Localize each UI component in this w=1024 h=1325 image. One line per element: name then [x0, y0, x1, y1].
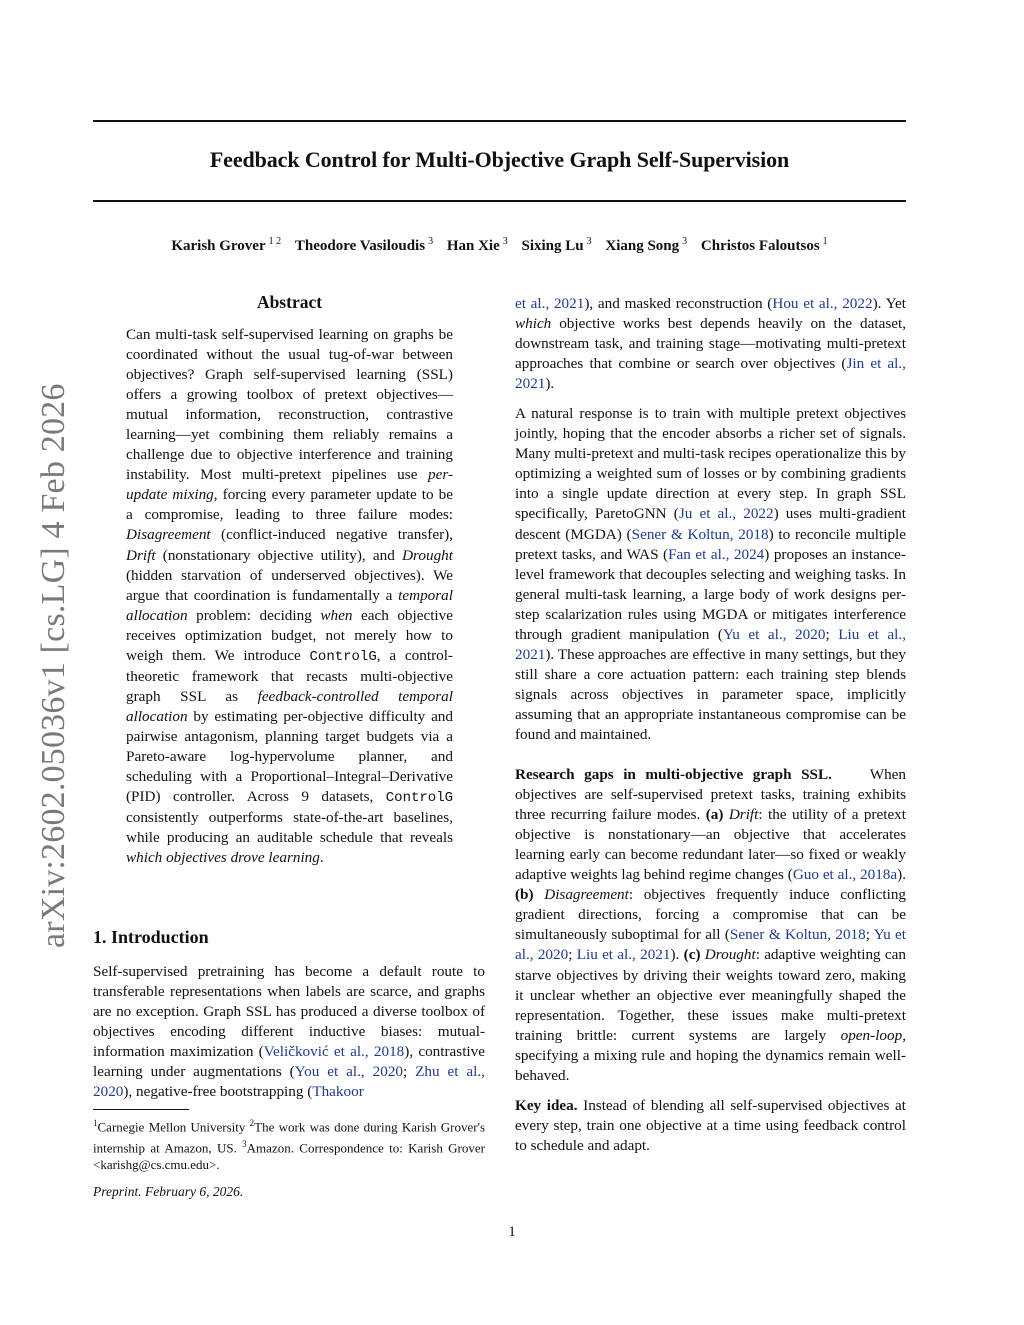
research-gaps-paragraph: Research gaps in multi-objective graph SSL. When objectives are self-supervised pretext tasks, training exhibits three recurring failure modes. (a) Drift: the utility of a pretext objective is nonstationary—an objective that accelerates learning early can become redundant later—so fixed or weakly adaptive weights lag behind regime changes (Guo et al., 2018a). (b) Disagreement: objectives frequently induce conflicting gradient directions, forcing a compromise that can be simultaneously suboptimal for all (Sener & Koltun, 2018; Yu et al., 2020; Liu et al., 2021). (c) Drought: adaptive weighting can starve objectives by driving their weights toward zero, making it unclear whether an objective ever meaningfully shaped the representation. Together, these issues make multi-pretext training brittle: current systems are largely open-loop, specifying a mixing rule and hoping the dynamics remain well-behaved.: [515, 766, 907, 1084]
citation-link[interactable]: Liu et al., 2021: [576, 946, 671, 964]
citation-link[interactable]: Ju et al., 2022: [678, 505, 774, 523]
intro-paragraph: et al., 2021), and masked reconstruction (Hou et al., 2022). Yet which objective works best depends heavily on the dataset, downstream task, and training stage—motivating multi-pretext approaches that combine or search over objectives (Jin et al., 2021).: [515, 295, 907, 393]
citation-link[interactable]: Zhu et al., 2020: [93, 1063, 485, 1101]
abstract-paragraph: Can multi-task self-supervised learning on graphs be coordinated without the usual tug-of-war between objectives? Graph self-supervised learning (SSL) offers a growing toolbox of pretext objectives—mutual information, reconstruction, contrastive learning—yet combining them reliably remains a challenge due to objective interference and training instability. Most multi-pretext pipelines use per-update mixing, forcing every parameter update to be a compromise, leading to three failure modes: Disagreement (conflict-induced negative transfer), Drift (nonstationary objective utility), and Drought (hidden starvation of underserved objectives). We argue that coordination is fundamentally a temporal allocation problem: deciding when each objective receives optimization budget, not merely how to weigh them. We introduce ControlG, a control-theoretic framework that recasts multi-objective graph SSL as feedback-controlled temporal allocation by estimating per-objective difficulty and pairwise antagonism, planning target budgets via a Pareto-aware log-hypervolume planner, and scheduling with a Proportional–Integral–Derivative (PID) controller. Across 9 datasets, ControlG consistently outperforms state-of-the-art baselines, while producing an auditable schedule that reveals which objectives drove learning.: [126, 326, 454, 867]
author: Han Xie $^3$: [446, 236, 508, 254]
citation-link[interactable]: Fan et al., 2024: [668, 545, 765, 563]
citation-link[interactable]: You et al., 2020: [294, 1063, 404, 1081]
author-list: [93, 236, 906, 255]
citation-link[interactable]: Veličković et al., 2018: [263, 1043, 405, 1061]
section-heading-introduction: 1. Introduction: [93, 927, 209, 947]
intro-right-column: [515, 294, 906, 1156]
title-bottom-rule: [93, 200, 906, 202]
footnote-rule: [93, 1109, 189, 1110]
citation-link[interactable]: et al., 2021: [515, 295, 585, 312]
author: Christos Faloutsos $^1$: [700, 236, 828, 254]
top-rule: [93, 120, 906, 122]
citation-link[interactable]: Guo et al., 2018a: [792, 866, 898, 884]
citation-link[interactable]: Yu et al., 2020: [722, 625, 826, 643]
citation-link[interactable]: Liu et al., 2021: [515, 625, 906, 663]
preprint-note: Preprint. February 6, 2026.: [93, 1184, 244, 1199]
citation-link[interactable]: Yu et al., 2020: [515, 926, 906, 964]
citation-link[interactable]: Jin et al., 2021: [515, 355, 906, 393]
intro-left-column: [93, 962, 485, 1102]
author: Sixing Lu $^3$: [521, 236, 592, 254]
citation-link[interactable]: Thakoor: [312, 1083, 364, 1101]
paragraph-heading: Research gaps in multi-objective graph SSL.: [515, 766, 832, 784]
author: Xiang Song $^3$: [605, 236, 688, 254]
key-idea-paragraph: Key idea. Instead of blending all self-supervised objectives at every step, train one objective at a time using feedback control to schedule and adapt.: [515, 1096, 907, 1154]
citation-link[interactable]: Hou et al., 2022: [772, 295, 873, 312]
intro-paragraph: A natural response is to train with multiple pretext objectives jointly, hoping that the encoder absorbs a richer set of signals. Many multi-pretext and multi-task recipes operationalize this by optimizing a weighted sum of losses or by combining gradients into a single update direction at every step. In graph SSL specifically, ParetoGNN (Ju et al., 2022) uses multi-gradient descent (MGDA) (Sener & Koltun, 2018) to reconcile multiple pretext tasks, and WAS (Fan et al., 2024) proposes an instance-level framework that decouples selecting and weighing tasks. In general multi-task learning, a large body of work designs per-step scalarization rules using MGDA or mitigates interference through gradient manipulation (Yu et al., 2020; Liu et al., 2021). These approaches are effective in many settings, but they still share a core actuation pattern: each training step blends signals across objectives in parameter space, implicitly assuming that an appropriate instantaneous compromise can be found and maintained.: [515, 405, 907, 743]
author: Theodore Vasiloudis $^3$: [294, 236, 434, 254]
paper-title: Feedback Control for Multi-Objective Graph Self-Supervision: [209, 147, 790, 172]
arxiv-watermark: arXiv:2602.05036v1 [cs.LG] 4 Feb 2026: [35, 383, 72, 948]
abstract-heading: Abstract: [256, 292, 323, 312]
page-number: 1: [508, 1224, 516, 1240]
citation-link[interactable]: Sener & Koltun, 2018: [631, 525, 769, 543]
author: Karish Grover $^{1 2}$: [171, 236, 282, 254]
intro-paragraph: Self-supervised pretraining has become a default route to transferable representations when labels are scarce, and graphs are no exception. Graph SSL has produced a diverse toolbox of objectives encoding different inductive biases: mutual-information maximization (Veličković et al., 2018), contrastive learning under augmentations (You et al., 2020; Zhu et al., 2020), negative-free bootstrapping (Thakoor: [93, 963, 485, 1101]
abstract-body: [126, 325, 453, 868]
paragraph-heading: Key idea.: [515, 1096, 578, 1114]
footnote: $^1$Carnegie Mellon University $^2$The work was done during Karish Grover's internship at Amazon, US. $^3$Amazon. Correspondence to: Karish Grover <karishg@cs.cmu.edu>.: [93, 1118, 486, 1172]
citation-link[interactable]: Sener & Koltun, 2018: [729, 926, 866, 944]
